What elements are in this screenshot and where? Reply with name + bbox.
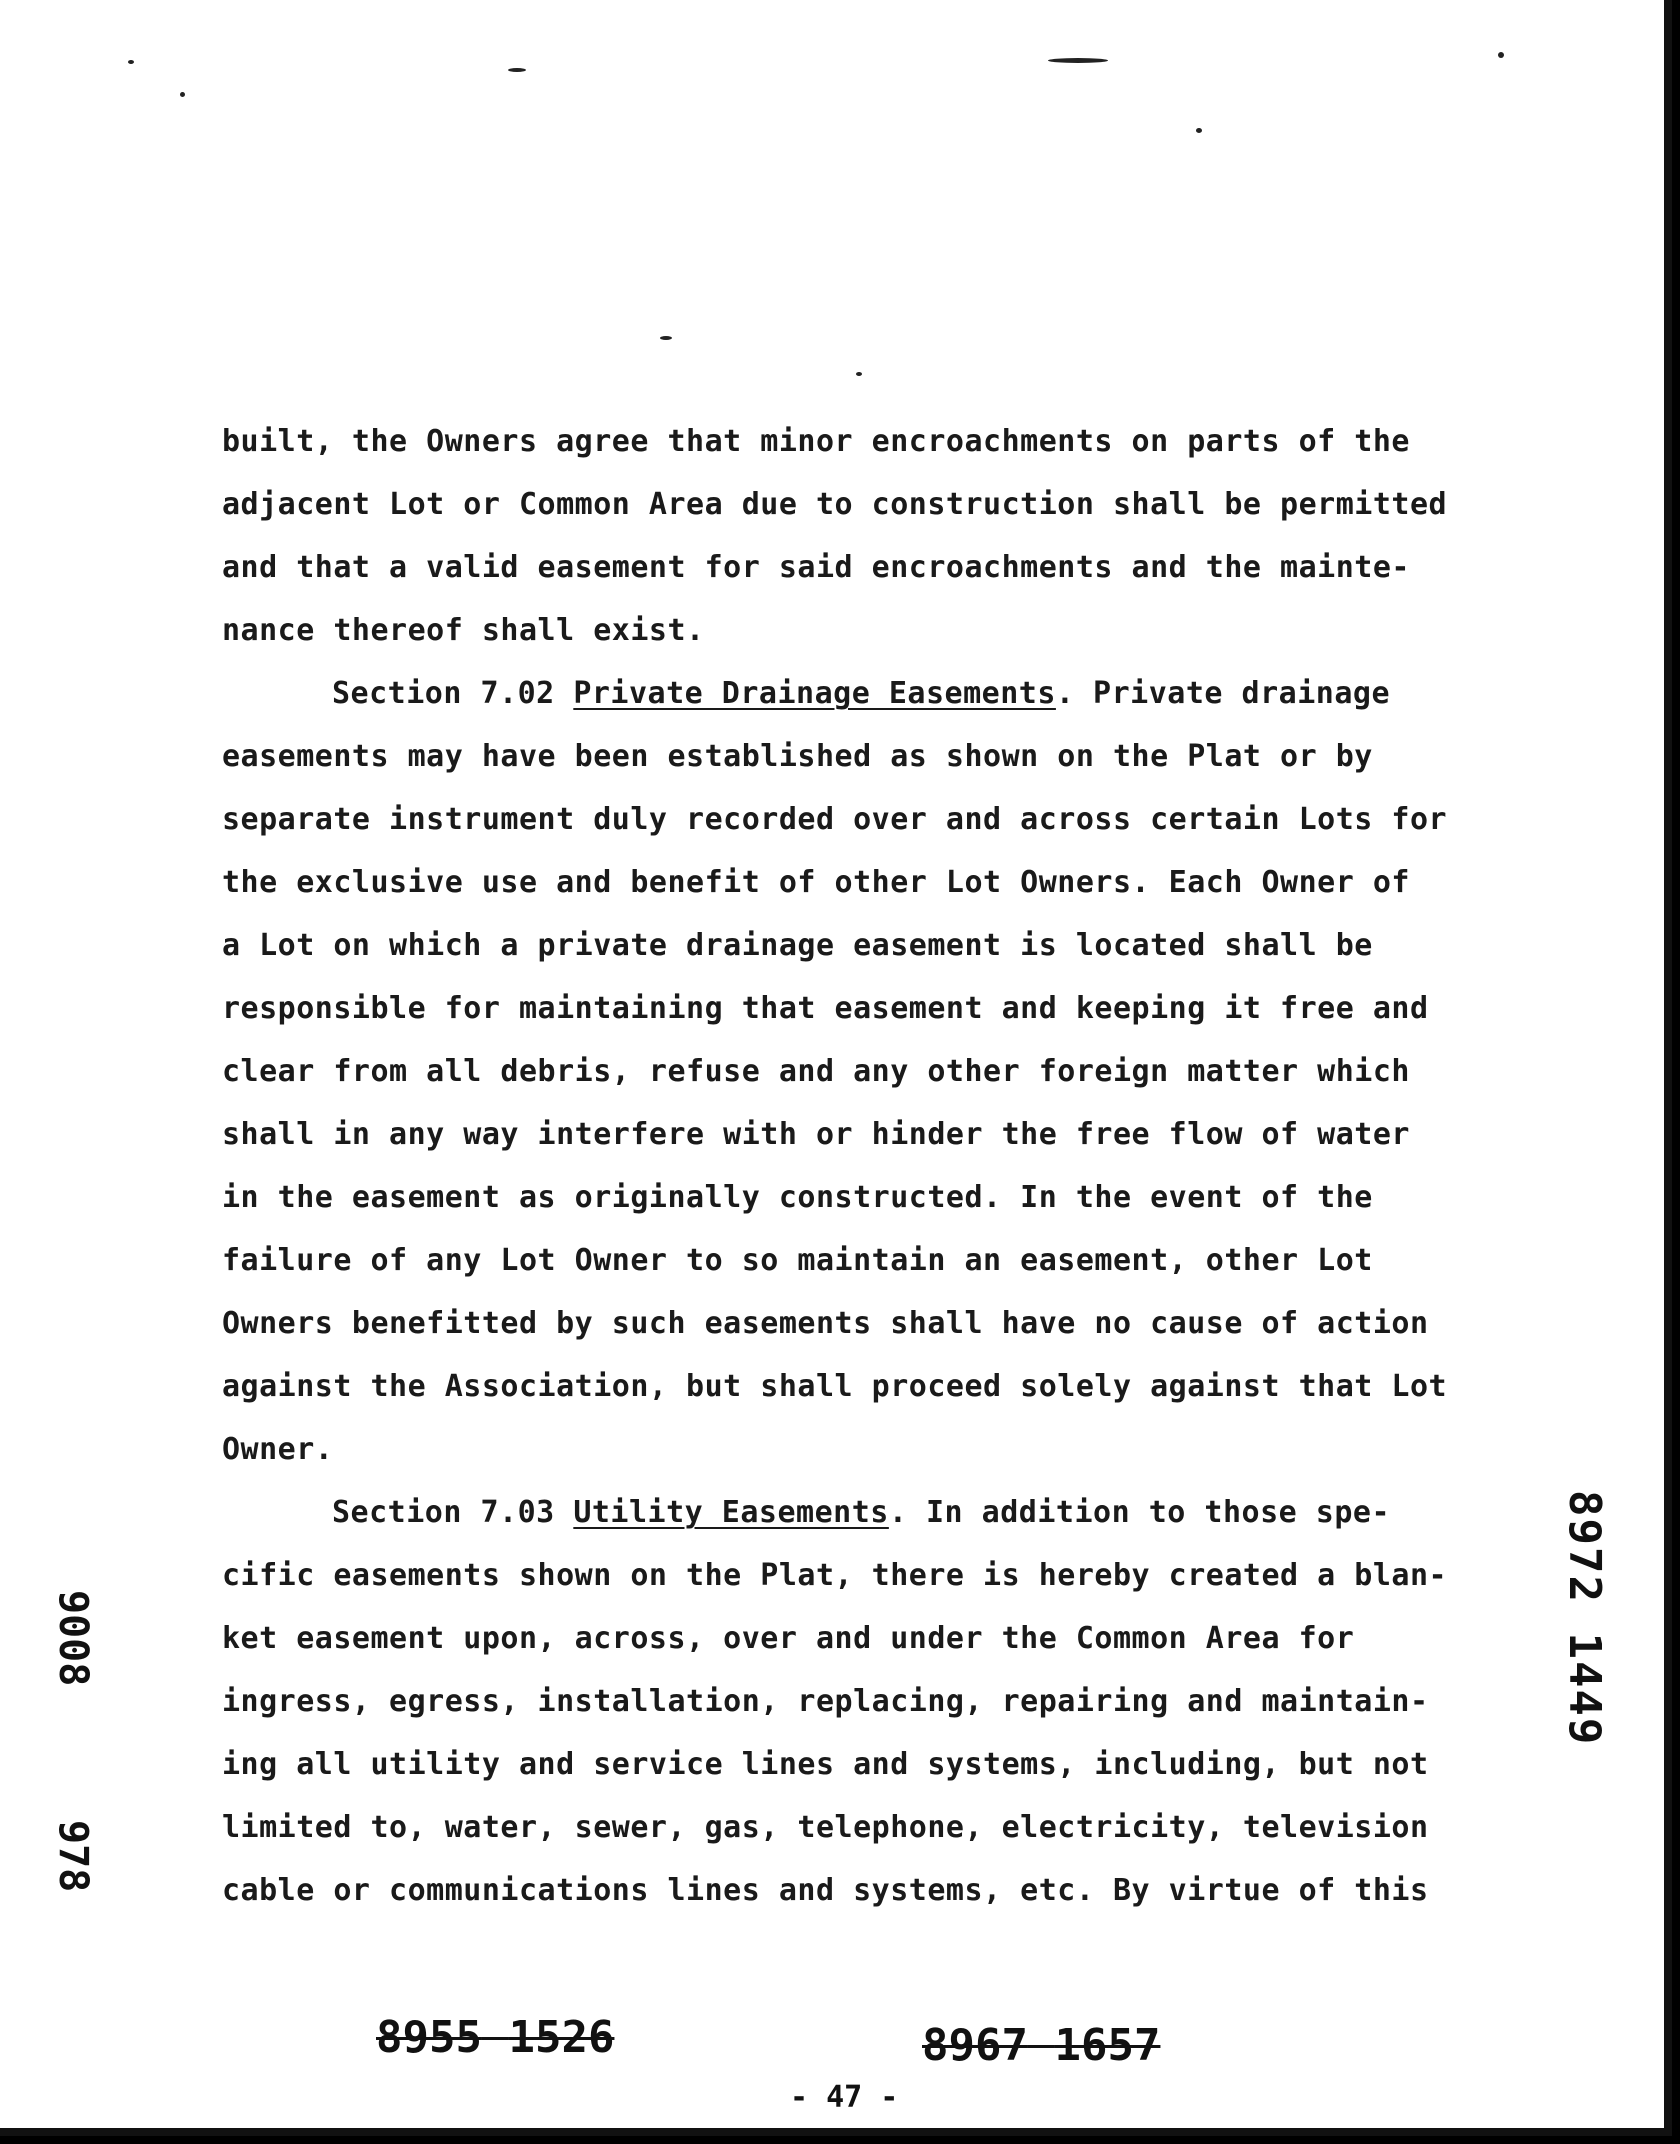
recording-stamp-right [922,2020,1160,2071]
section-heading: Utility Easements [573,1495,889,1530]
text-line: Owners benefitted by such easements shall have no cause of action [222,1306,1429,1341]
text-fragment: . Private drainage [1055,676,1391,711]
text-fragment: . In addition to those spe- [888,1495,1391,1530]
stamp-number: 1526 [508,2012,615,2063]
text-line: separate instrument duly recorded over and across certain Lots for [222,802,1448,837]
text-line: against the Association, but shall proceed solely against that Lot [222,1369,1448,1404]
page-number: - 47 - [790,2080,899,2115]
stamp-number: 1657 [1054,2020,1161,2071]
margin-number-left-upper: 9008 [50,1590,96,1687]
text-line: ket easement upon, across, over and under the Common Area for [222,1621,1355,1656]
text-line: in the easement as originally constructed. In the event of the [222,1180,1373,1215]
text-line: shall in any way interfere with or hinder the free flow of water [222,1117,1410,1152]
scan-speck [180,92,185,97]
text-line: a Lot on which a private drainage easement is located shall be [222,928,1373,963]
text-line: cific easements shown on the Plat, there is hereby created a blan- [222,1558,1448,1593]
margin-number-right: 8972 1449 [1559,1490,1610,1747]
text-line: responsible for maintaining that easement and keeping it free and [222,991,1429,1026]
text-line: limited to, water, sewer, gas, telephone, electricity, television [222,1810,1429,1845]
stamp-number: 8955 [376,2012,482,2063]
text-line: built, the Owners agree that minor encroachments on parts of the [222,424,1410,459]
text-line: easements may have been established as shown on the Plat or by [222,739,1373,774]
text-line: clear from all debris, refuse and any other foreign matter which [222,1054,1410,1089]
text-line: adjacent Lot or Common Area due to construction shall be permitted [222,487,1448,522]
scan-speck [856,372,862,376]
section-number: Section 7.03 [332,1495,555,1530]
text-line: failure of any Lot Owner to so maintain an easement, other Lot [222,1243,1373,1278]
text-line: ingress, egress, installation, replacing, repairing and maintain- [222,1684,1429,1719]
scan-speck [660,336,672,340]
section-7-03-heading-line [222,1481,1562,1544]
scan-speck [1048,58,1108,63]
text-line: and that a valid easement for said encroachments and the mainte- [222,550,1410,585]
text-line: cable or communications lines and systems, etc. By virtue of this [222,1873,1429,1908]
stamp-number: 8967 [922,2020,1028,2071]
document-body [222,410,1562,1922]
scan-speck [508,68,526,72]
scan-speck [1196,128,1202,133]
recording-stamp-left [376,2012,614,2063]
section-7-02-heading-line [222,662,1562,725]
text-line: the exclusive use and benefit of other Lot Owners. Each Owner of [222,865,1410,900]
margin-number-left-lower: 978 [50,1820,96,1893]
section-number: Section 7.02 [332,676,555,711]
scan-speck [128,60,134,64]
text-line: nance thereof shall exist. [222,613,705,648]
scan-speck [1498,52,1504,58]
section-heading: Private Drainage Easements [573,676,1056,711]
text-line: ing all utility and service lines and systems, including, but not [222,1747,1429,1782]
text-line: Owner. [222,1432,334,1467]
